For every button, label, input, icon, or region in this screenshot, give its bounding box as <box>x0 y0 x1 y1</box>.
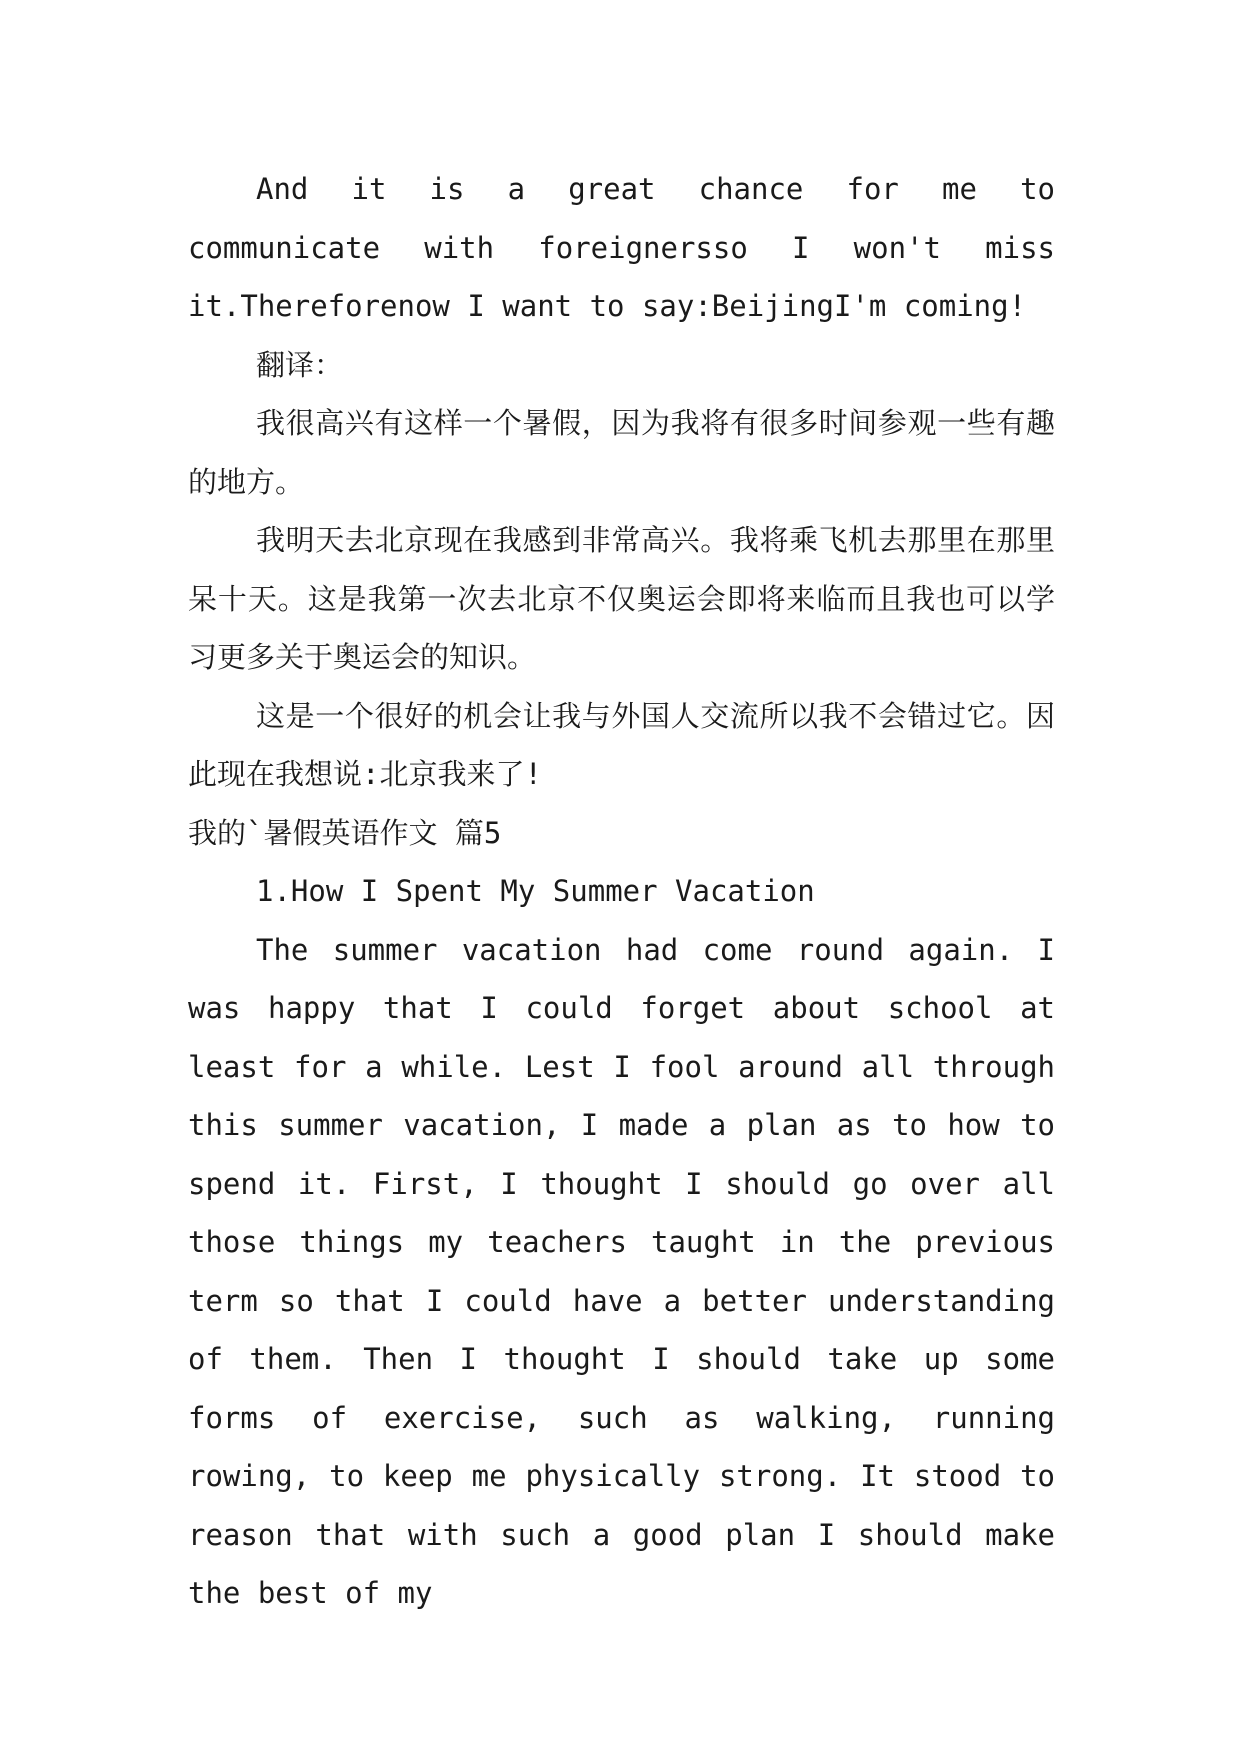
essay-subtitle: 1.How I Spent My Summer Vacation <box>256 874 815 908</box>
translation-label: 翻译： <box>256 347 344 382</box>
section-heading: 我的`暑假英语作文 篇5 <box>188 815 502 850</box>
document-page <box>188 160 1055 1623</box>
paragraph-chinese-3: 这是一个很好的机会让我与外国人交流所以我不会错过它。因此现在我想说:北京我来了! <box>188 698 1055 791</box>
paragraph-english-closing: And it is a great chance for me to communicate with foreignersso I won't miss it.Thereforenow I want to say:BeijingI'm coming! <box>188 172 1055 323</box>
paragraph-chinese-1: 我很高兴有这样一个暑假，因为我将有很多时间参观一些有趣的地方。 <box>188 406 1055 499</box>
paragraph-chinese-2: 我明天去北京现在我感到非常高兴。我将乘飞机去那里在那里呆十天。这是我第一次去北京不仅奥运会即将来临而且我也可以学习更多关于奥运会的知识。 <box>188 523 1055 674</box>
paragraph-essay-body: The summer vacation had come round again. I was happy that I could forget about school at least for a while. Lest I fool around all through this summer vacation, I made a plan as to how to spend it. First, I thought I should go over all those things my teachers taught in the previous term so that I could have a better understanding of them. Then I thought I should take up some forms of exercise, such as walking, running rowing, to keep me physically strong. It stood to reason that with such a good plan I should make the best of my <box>188 932 1055 1610</box>
